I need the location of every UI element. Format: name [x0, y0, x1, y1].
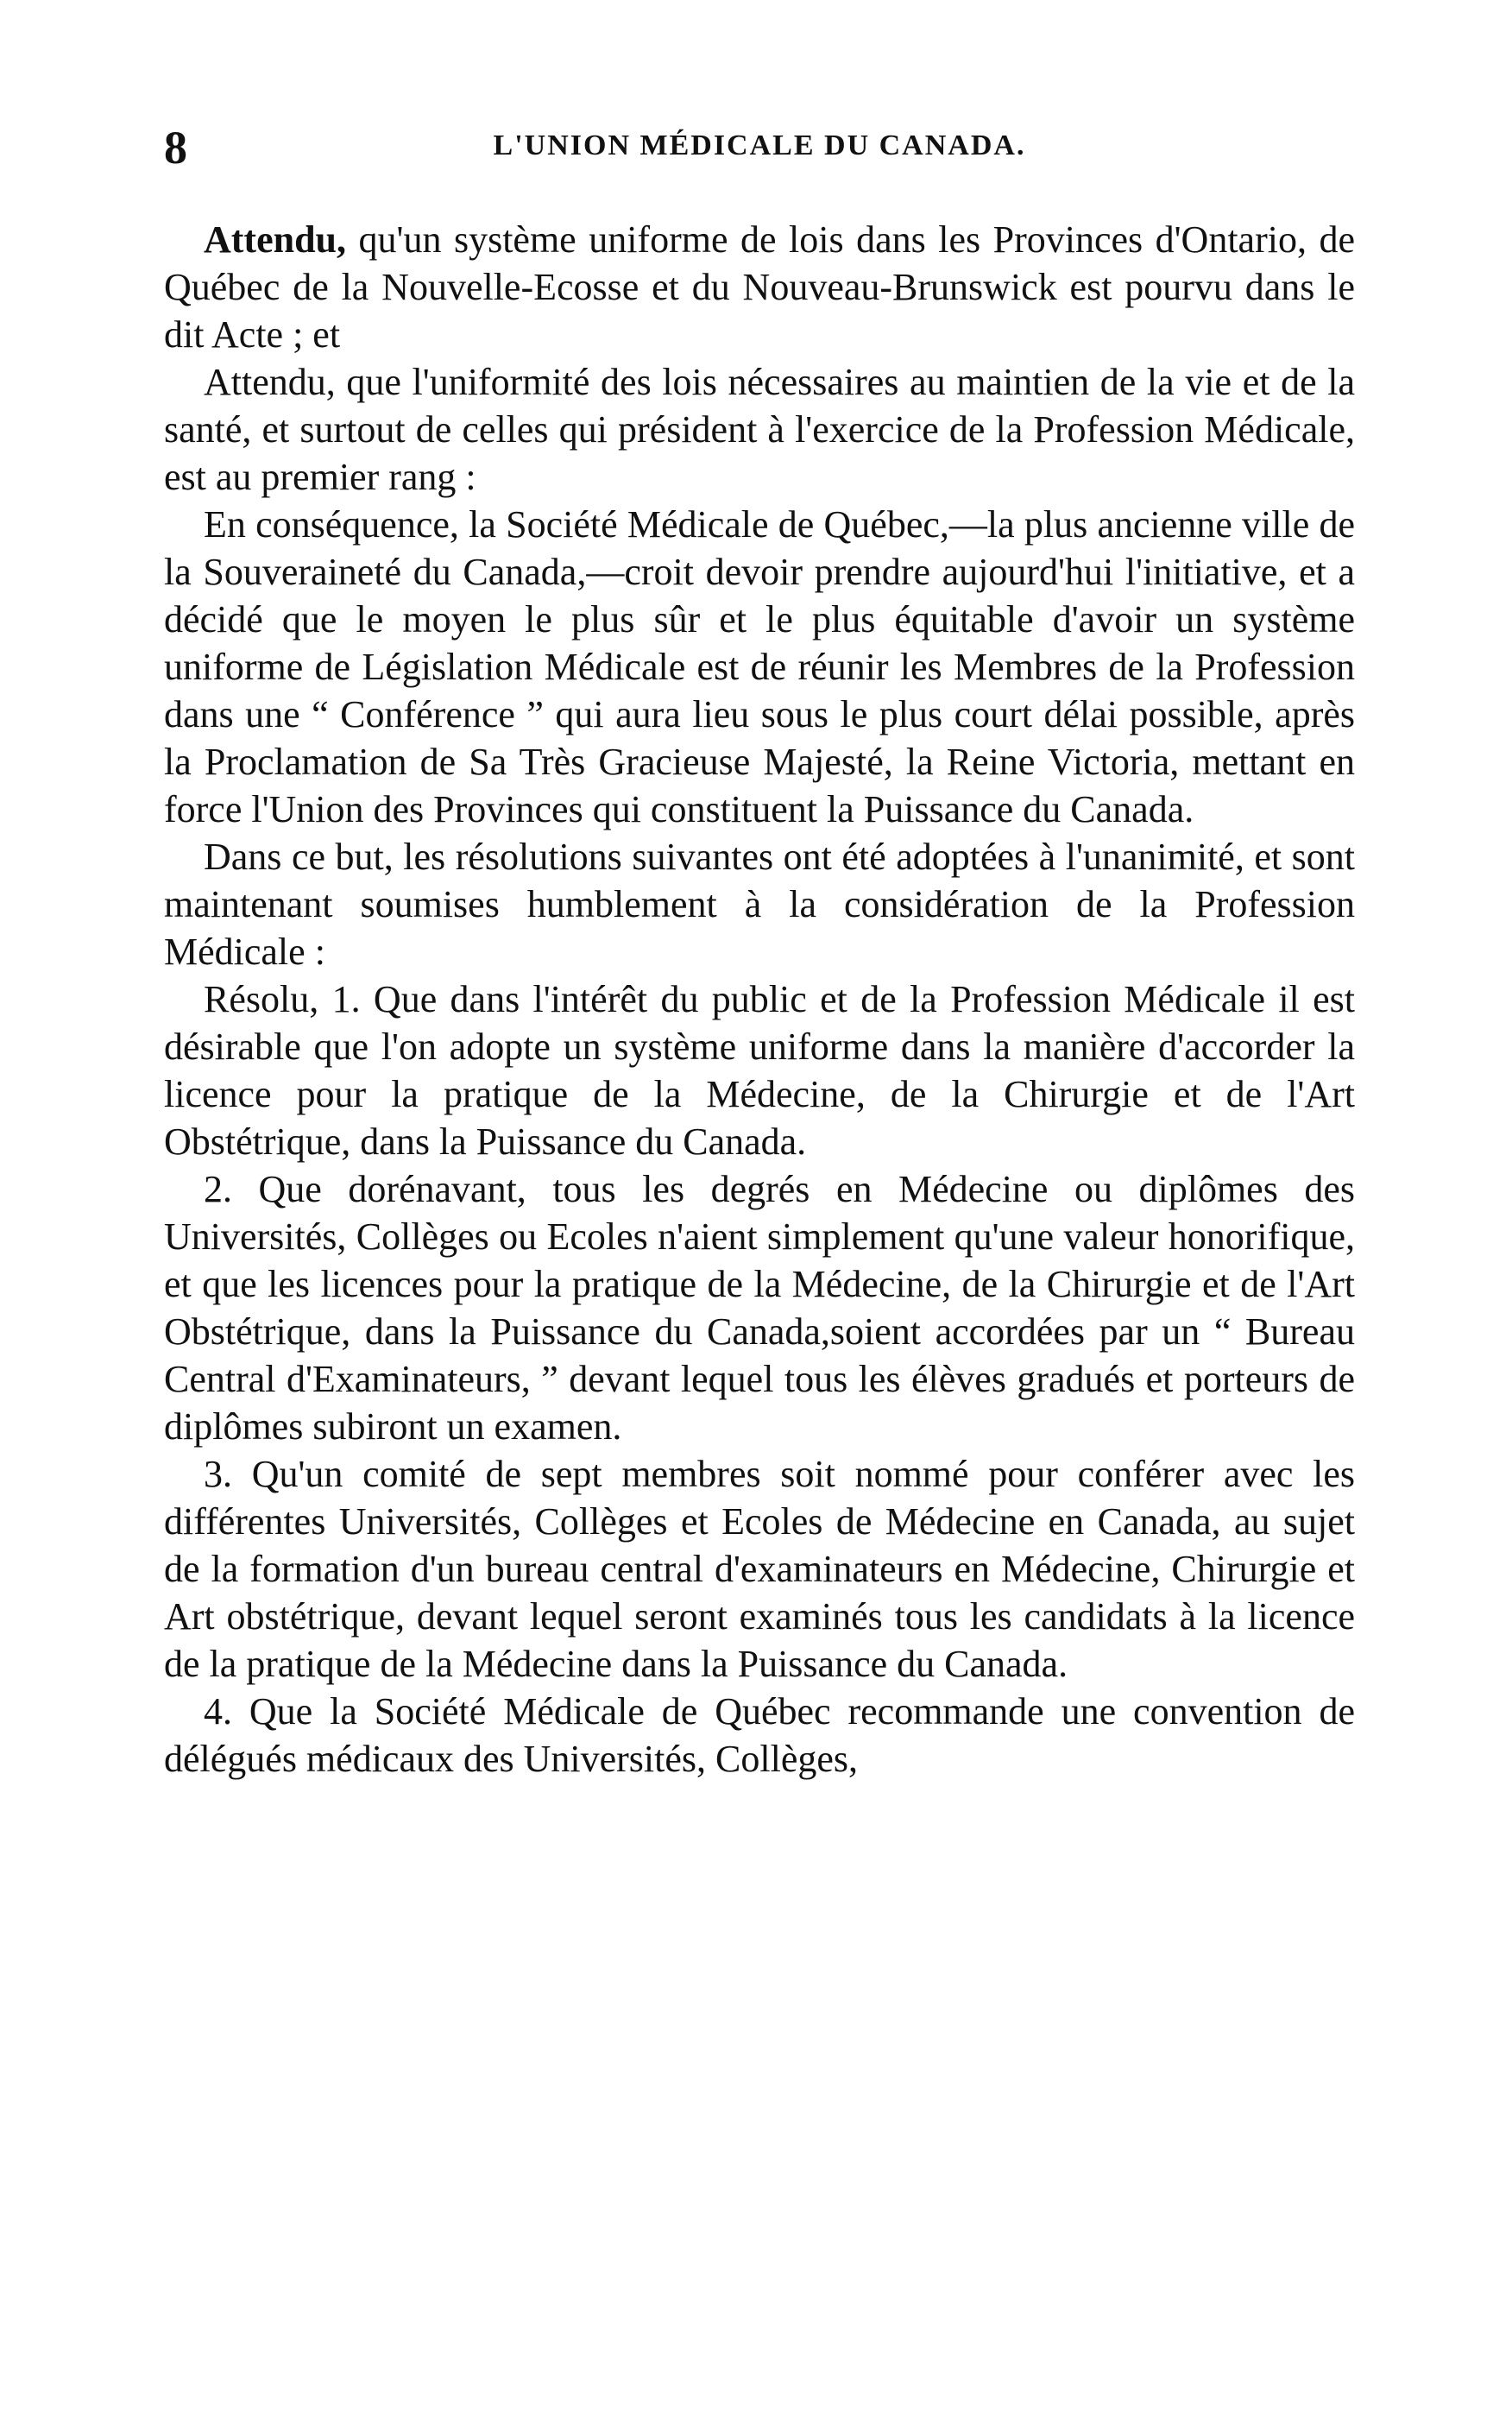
paragraph-dans-ce-but [164, 833, 1355, 975]
paragraph-text: Résolu, 1. Que dans l'intérêt du public et de la Profession Médicale il est désirable que l'on adopte un système uniforme dans la manière d'accorder la licence pour la pratique de la Médecine, de la Chirurgie et de l'Art Obstétrique, dans la Puissance du Canada. [164, 978, 1355, 1163]
paragraph-text: 4. Que la Société Médicale de Québec recommande une convention de délégués médicaux des Universités, Collèges, [164, 1690, 1355, 1780]
paragraph-resolution-1 [164, 975, 1355, 1165]
paragraph-resolution-3 [164, 1450, 1355, 1688]
paragraph-resolution-2 [164, 1165, 1355, 1450]
paragraph-text: En conséquence, la Société Médicale de Québec,—la plus ancienne ville de la Souveraineté du Canada,—croit devoir prendre aujourd'hui l'initiative, et a décidé que le moyen le plus sûr et le plus équitable d'avoir un système uniforme de Législation Médicale est de réunir les Membres de la Profession dans une “ Conférence ” qui aura lieu sous le plus court délai possible, après la Proclamation de Sa Très Gracieuse Majesté, la Reine Victoria, mettant en force l'Union des Provinces qui constituent la Puissance du Canada. [164, 503, 1355, 830]
body-text [164, 216, 1355, 1783]
paragraph-attendu-2 [164, 358, 1355, 501]
paragraph-text: Dans ce but, les résolutions suivantes ont été adoptées à l'unanimité, et sont maintenant soumises humblement à la considération de la Profession Médicale : [164, 836, 1355, 973]
paragraph-lead-word: Attendu, [204, 218, 347, 261]
journal-title: L'UNION MÉDICALE DU CANADA. [493, 129, 1026, 161]
running-head [164, 121, 1355, 181]
document-page [164, 121, 1355, 1783]
paragraph-consequence [164, 501, 1355, 833]
paragraph-text: 2. Que dorénavant, tous les degrés en Médecine ou diplômes des Universités, Collèges ou Ecoles n'aient simplement qu'une valeur honorifique, et que les licences pour la pratique de la Médecine, de la Chirurgie et de l'Art Obstétrique, dans la Puissance du Canada,soient accordées par un “ Bureau Central d'Examinateurs, ” devant lequel tous les élèves gradués et porteurs de diplômes subiront un examen. [164, 1168, 1355, 1448]
paragraph-text: Attendu, que l'uniformité des lois nécessaires au maintien de la vie et de la santé, et surtout de celles qui président à l'exercice de la Profession Médicale, est au premier rang : [164, 361, 1355, 498]
paragraph-resolution-4 [164, 1688, 1355, 1783]
page-number: 8 [164, 122, 187, 174]
paragraph-attendu-1 [164, 216, 1355, 358]
paragraph-text: qu'un système uniforme de lois dans les Provinces d'Ontario, de Québec de la Nouvelle-Ecosse et du Nouveau-Brunswick est pourvu dans le dit Acte ; et [164, 218, 1355, 356]
paragraph-text: 3. Qu'un comité de sept membres soit nommé pour conférer avec les différentes Universités, Collèges et Ecoles de Médecine en Canada, au sujet de la formation d'un bureau central d'examinateurs en Médecine, Chirurgie et Art obstétrique, devant lequel seront examinés tous les candidats à la licence de la pratique de la Médecine dans la Puissance du Canada. [164, 1453, 1355, 1685]
